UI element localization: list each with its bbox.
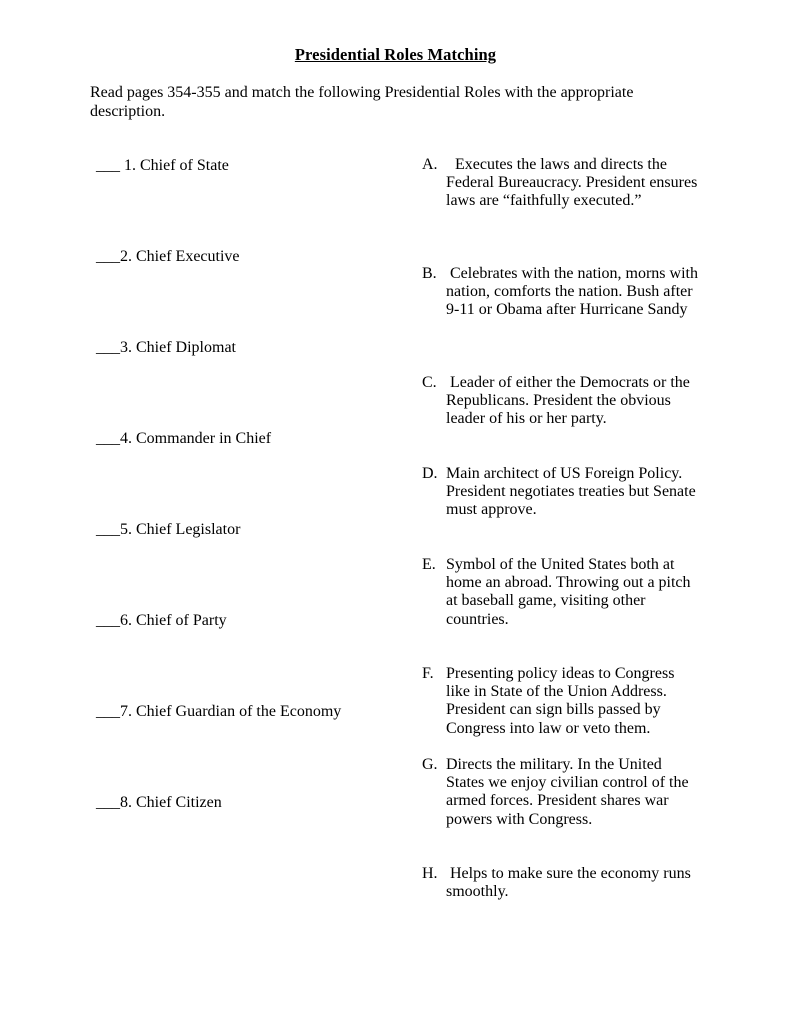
instructions-paragraph: Read pages 354-355 and match the following Presidential Roles with the appropriate description.	[90, 84, 634, 120]
description-text: Symbol of the United States both at home an abroad. Throwing out a pitch at baseball game, visiting other countries.	[446, 556, 691, 628]
description-item[interactable]	[422, 465, 702, 520]
description-text: Celebrates with the nation, morns with nation, comforts the nation. Bush after 9-11 or Obama after Hurricane Sandy	[446, 265, 698, 319]
description-item[interactable]	[422, 265, 702, 320]
description-item[interactable]	[422, 556, 702, 629]
role-item[interactable]: ___6. Chief of Party	[96, 612, 227, 629]
description-item[interactable]	[422, 756, 702, 829]
description-letter: D.	[422, 465, 438, 482]
description-item[interactable]	[422, 156, 702, 211]
description-letter: E.	[422, 556, 436, 573]
description-letter: A.	[422, 156, 438, 173]
role-item[interactable]: ___8. Chief Citizen	[96, 794, 222, 811]
description-text: Executes the laws and directs the Federal Bureaucracy. President ensures laws are “faithfully executed.”	[446, 156, 698, 210]
role-item[interactable]: ___2. Chief Executive	[96, 248, 240, 265]
description-text: Leader of either the Democrats or the Republicans. President the obvious leader of his or her party.	[446, 374, 690, 428]
role-item[interactable]: ___4. Commander in Chief	[96, 430, 272, 447]
description-item[interactable]	[422, 665, 702, 738]
description-letter: C.	[422, 374, 437, 391]
role-item[interactable]: ___7. Chief Guardian of the Economy	[96, 703, 342, 720]
description-text: Presenting policy ideas to Congress like in State of the Union Address. President can sign bills passed by Congress into law or veto them.	[446, 665, 675, 737]
role-item[interactable]: ___3. Chief Diplomat	[96, 339, 236, 356]
description-letter: H.	[422, 865, 438, 882]
description-text: Helps to make sure the economy runs smoothly.	[446, 865, 691, 901]
description-item[interactable]	[422, 865, 702, 901]
description-text: Main architect of US Foreign Policy. President negotiates treaties but Senate must approve.	[446, 465, 696, 519]
page-title: Presidential Roles Matching	[294, 45, 497, 64]
description-item[interactable]	[422, 374, 702, 429]
description-letter: B.	[422, 265, 437, 282]
description-letter: F.	[422, 665, 434, 682]
role-item[interactable]: ___5. Chief Legislator	[96, 521, 241, 538]
description-text: Directs the military. In the United States we enjoy civilian control of the armed forces. President shares war powers with Congress.	[446, 756, 689, 828]
description-letter: G.	[422, 756, 438, 773]
role-item[interactable]: ___ 1. Chief of State	[96, 157, 229, 174]
